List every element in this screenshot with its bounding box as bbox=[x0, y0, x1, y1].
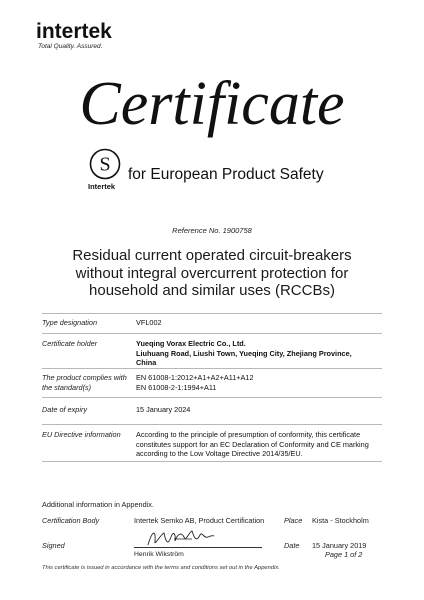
standard-line: EN 61008-2-1:1994+A11 bbox=[136, 382, 217, 392]
logo-tagline: Total Quality. Assured. bbox=[38, 43, 103, 50]
certificate-holder-label: Certificate holder bbox=[42, 339, 98, 348]
additional-info: Additional information in Appendix. bbox=[42, 500, 154, 509]
holder-line: Liuhuang Road, Liushi Town, Yueqing City, Zhejiang Province, bbox=[136, 348, 352, 358]
product-title-line: Residual current operated circuit-breakers bbox=[72, 247, 352, 264]
expiry-label: Date of expiry bbox=[42, 405, 88, 414]
page-number: Page 1 of 2 bbox=[325, 550, 363, 559]
handwritten-signature bbox=[146, 527, 216, 549]
divider bbox=[42, 368, 382, 369]
holder-line: China bbox=[136, 358, 157, 367]
place-value: Kista - Stockholm bbox=[312, 516, 369, 525]
divider bbox=[42, 333, 382, 334]
standard-line: EN 61008-1:2012+A1+A2+A11+A12 bbox=[136, 373, 254, 382]
logo-wordmark: intertek bbox=[36, 20, 112, 43]
product-safety-text: for European Product Safety bbox=[128, 166, 324, 183]
product-title-line: without integral overcurrent protection for bbox=[75, 264, 349, 282]
s-mark-logo bbox=[88, 148, 122, 196]
eu-directive-line: according to the Low Voltage Directive 2014/35/EU. bbox=[136, 449, 303, 458]
divider bbox=[42, 461, 382, 462]
certification-body-value: Intertek Semko AB, Product Certification bbox=[134, 516, 265, 525]
type-designation-label: Type designation bbox=[42, 318, 98, 327]
signatory-name: Henrik Wikström bbox=[134, 551, 184, 558]
date-label: Date bbox=[284, 541, 300, 550]
divider bbox=[42, 397, 382, 398]
product-title bbox=[20, 247, 404, 300]
date-value: 15 January 2019 bbox=[312, 541, 367, 550]
s-mark-icon bbox=[89, 148, 121, 180]
certification-body-label: Certification Body bbox=[42, 516, 100, 525]
svg-text:S: S bbox=[99, 153, 111, 176]
standards-value bbox=[136, 373, 376, 392]
s-mark-label: Intertek bbox=[88, 182, 116, 191]
eu-directive-line: constitutes support for an EC Declaration of Conformity and CE marking bbox=[136, 439, 369, 449]
divider bbox=[42, 424, 382, 425]
eu-directive-value bbox=[136, 430, 376, 459]
divider bbox=[42, 313, 382, 314]
product-title-line: household and similar uses (RCCBs) bbox=[89, 282, 335, 299]
certificate-holder-value bbox=[136, 339, 376, 368]
certificate-title: Certificate bbox=[79, 70, 345, 138]
standards-label bbox=[42, 373, 127, 392]
eu-directive-line: According to the principle of presumption of conformity, this certificate bbox=[136, 430, 361, 439]
footer-note: This certificate is issued in accordance with the terms and conditions set out in the Appendix. bbox=[42, 565, 280, 571]
reference-number: Reference No. 1900758 bbox=[172, 226, 252, 235]
place-label: Place bbox=[284, 516, 303, 525]
eu-directive-label: EU Directive information bbox=[42, 430, 121, 439]
signed-label: Signed bbox=[42, 541, 65, 550]
standards-label-line: the standard(s) bbox=[42, 382, 92, 392]
intertek-logo bbox=[36, 21, 112, 50]
safety-mark-row bbox=[88, 148, 388, 196]
signature-line bbox=[134, 547, 262, 548]
type-designation-value: VFL002 bbox=[136, 318, 162, 327]
expiry-value: 15 January 2024 bbox=[136, 405, 191, 414]
holder-line: Yueqing Vorax Electric Co., Ltd. bbox=[136, 339, 246, 348]
standards-label-line: The product complies with bbox=[42, 373, 127, 382]
